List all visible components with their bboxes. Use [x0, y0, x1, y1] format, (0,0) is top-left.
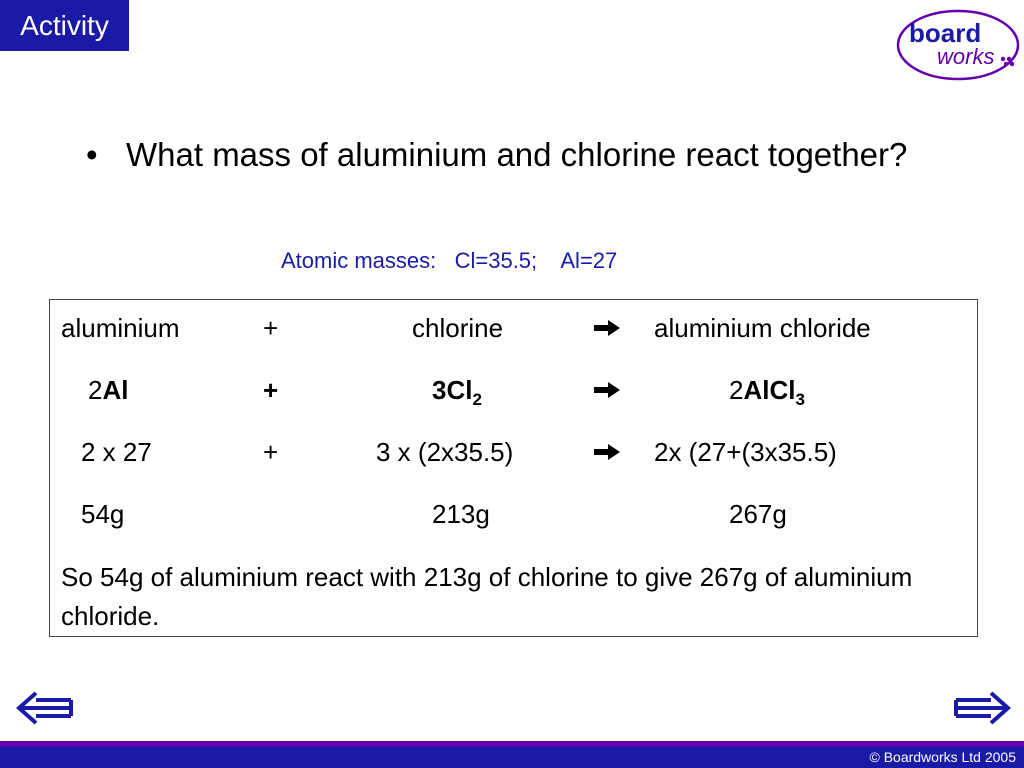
calc-aluminium: 2 x 27	[81, 437, 152, 467]
boardworks-logo	[895, 8, 1021, 82]
question	[86, 134, 946, 176]
footer	[0, 747, 1024, 768]
arrow-right-icon	[592, 443, 622, 461]
equation-box	[49, 299, 978, 637]
mass-aluminium: 54g	[81, 499, 125, 529]
mass-aluminium-chloride: 267g	[729, 499, 787, 529]
plus-sign: +	[263, 375, 279, 405]
logo-top-text: board	[909, 18, 982, 48]
plus-sign: +	[263, 313, 279, 343]
word-aluminium: aluminium	[61, 313, 180, 343]
arrow-right-icon	[592, 319, 622, 337]
formula: Al	[102, 375, 129, 405]
formula: AlCl	[743, 375, 796, 405]
formula: 3Cl	[432, 375, 473, 405]
conclusion-text: So 54g of aluminium react with 213g of chlorine to give 267g of aluminium chloride.	[61, 562, 913, 631]
coefficient: 2	[88, 375, 103, 405]
logo-bottom-text: works	[937, 44, 995, 69]
subscript: 3	[795, 390, 805, 409]
mass-chlorine: 213g	[432, 499, 490, 529]
coefficient: 2	[729, 375, 744, 405]
arrow-right-icon	[592, 381, 622, 399]
word-aluminium-chloride: aluminium chloride	[654, 313, 871, 343]
calc-chlorine: 3 x (2x35.5)	[376, 437, 514, 467]
activity-tab: Activity	[0, 0, 129, 51]
atomic-masses: Atomic masses: Cl=35.5; Al=27	[281, 248, 618, 273]
plus-sign: +	[263, 437, 279, 467]
formula-al	[88, 375, 128, 405]
subscript: 2	[472, 390, 482, 409]
question-text: What mass of aluminium and chlorine react together?	[126, 136, 908, 173]
formula-alcl3	[729, 375, 805, 409]
word-chlorine: chlorine	[412, 313, 504, 343]
next-arrow-icon[interactable]	[953, 690, 1011, 726]
copyright-text: © Boardworks Ltd 2005	[869, 749, 1016, 765]
formula-cl2	[432, 375, 482, 409]
bullet-icon: •	[86, 136, 98, 173]
previous-arrow-icon[interactable]	[16, 690, 74, 726]
calc-aluminium-chloride: 2x (27+(3x35.5)	[654, 437, 837, 467]
